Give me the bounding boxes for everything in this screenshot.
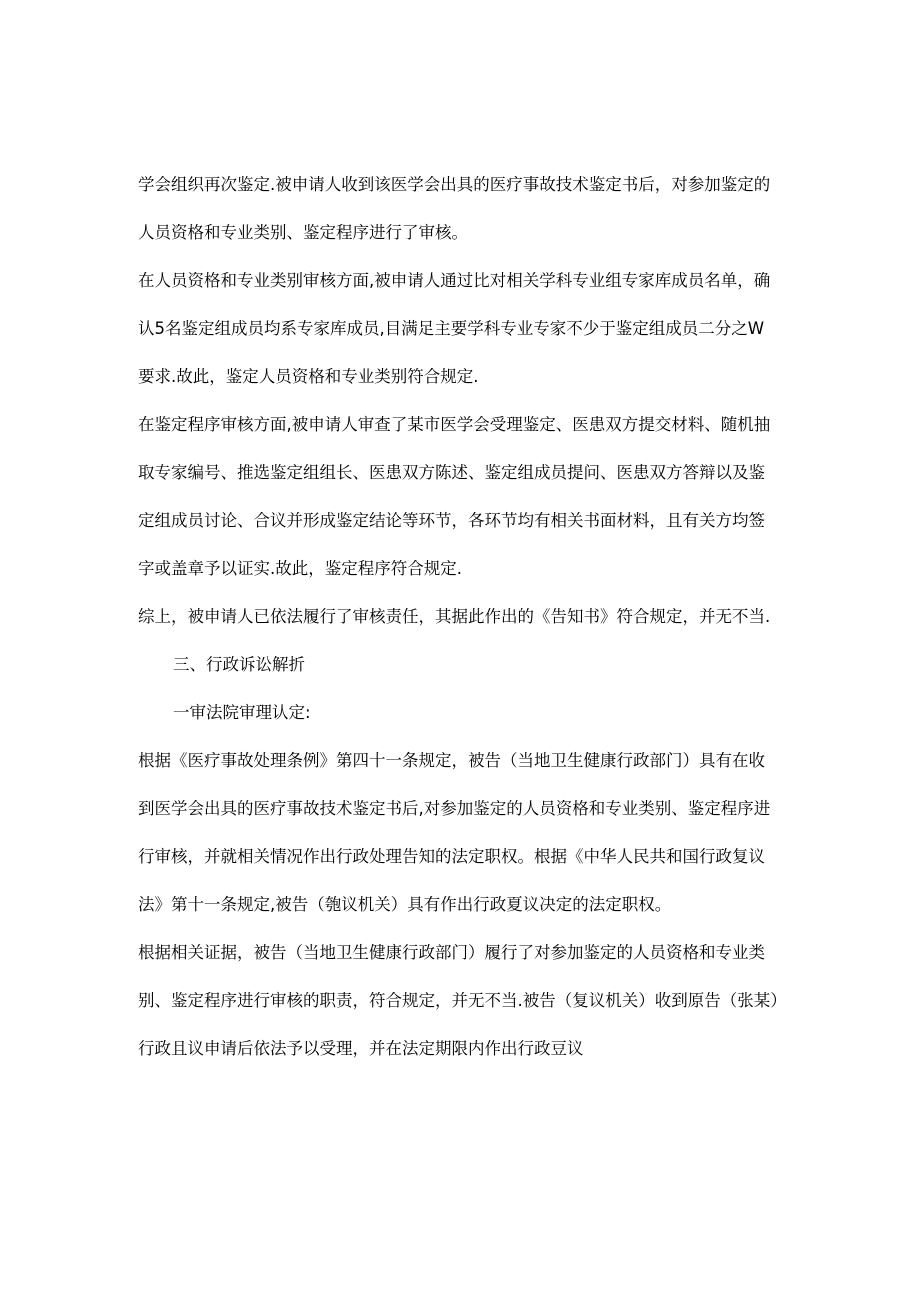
paragraph-line-8: 定组成员讨论、合议并形成鉴定结论等环节，各环节均有相关书面材料，且有关方均签 — [138, 511, 765, 530]
paragraph-line-6: 在鉴定程序审核方面,被申请人审查了某市医学会受理鉴定、医患双方提交材料、随机抽 — [138, 415, 771, 434]
paragraph-line-9: 字或盖章予以证实.故此，鉴定程序符合规定. — [138, 559, 462, 578]
paragraph-line-16: 法》第十一条规定,被告（匏议机关）具有作出行政夏议决定的法定职权。 — [138, 895, 672, 914]
paragraph-line-4: 认5名鉴定组成员均系专家库成员,目满足主要学科专业专家不少于鉴定组成员二分之W — [138, 319, 765, 338]
paragraph-line-14: 到医学会出具的医疗事故技术鉴定书后,对参加鉴定的人员资格和专业类别、鉴定程序进 — [138, 799, 771, 818]
paragraph-line-2: 人员资格和专业类别、鉴定程序进行了审核。 — [138, 223, 468, 242]
paragraph-line-15: 行审核，并就相关情况作出行政处理告知的法定职权。根据《中华人民共和国行政复议 — [138, 847, 765, 866]
paragraph-line-1: 学会组织再次鉴定.被申请人收到该医学会出具的医疗事故技术鉴定书后，对参加鉴定的 — [138, 175, 771, 194]
paragraph-line-19: 行政且议申请后依法予以受理，并在法定期限内作出行政豆议 — [138, 1039, 584, 1058]
subsection-heading: 一审法院审理认定: — [173, 703, 311, 722]
paragraph-line-17: 根据相关证据，被告（当地卫生健康行政部门）履行了对参加鉴定的人员资格和专业类 — [138, 943, 765, 962]
paragraph-line-3: 在人员资格和专业类别审核方面,被申请人通过比对相关学科专业组专家库成员名单，确 — [138, 271, 771, 290]
paragraph-line-7: 取专家编号、推选鉴定组组长、医患双方陈述、鉴定组成员提问、医患双方答辩以及鉴 — [138, 463, 765, 482]
section-heading: 三、行政诉讼解折 — [173, 655, 305, 674]
paragraph-line-10: 综上，被申请人已依法履行了审核责任，其据此作出的《告知书》符合规定，并无不当. — [138, 607, 771, 626]
paragraph-line-18: 别、鉴定程序进行审核的职责，符合规定，并无不当.被告（复议机关）收到原告（张某） — [138, 991, 787, 1010]
paragraph-line-13: 根据《医疗事故处理条例》第四十一条规定，被告（当地卫生健康行政部门）具有在收 — [138, 751, 765, 770]
paragraph-line-5: 要求.故此，鉴定人员资格和专业类别符合规定. — [138, 367, 479, 386]
